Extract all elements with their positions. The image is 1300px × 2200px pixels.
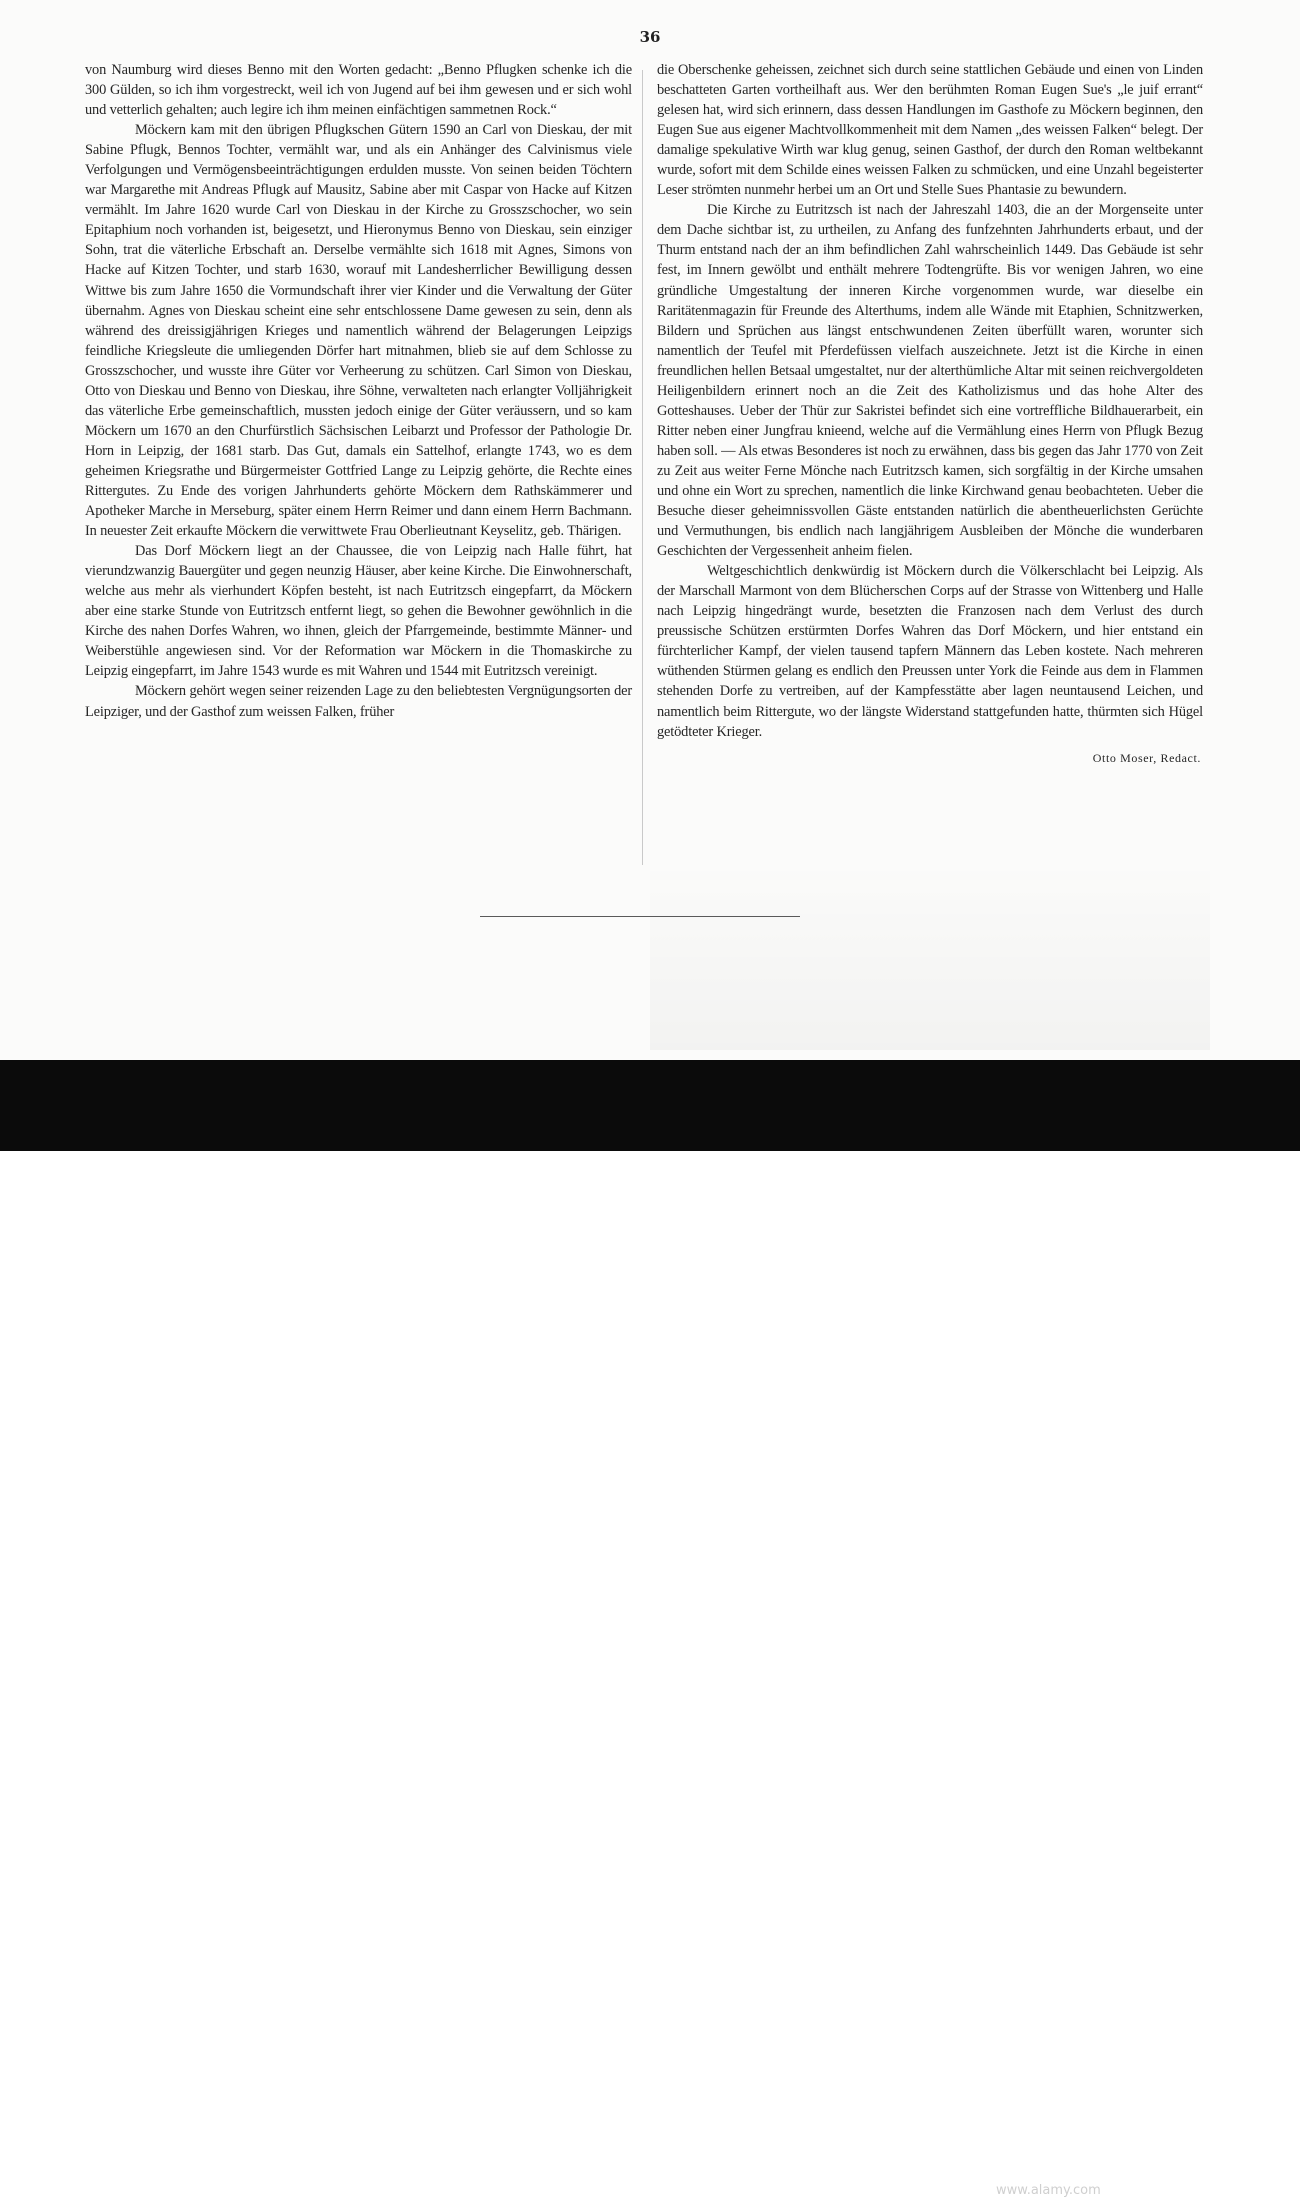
watermark-brand: alamy	[28, 2142, 159, 2188]
document-page	[0, 0, 1300, 1060]
right-column	[657, 60, 1203, 768]
footer-rule	[480, 916, 800, 917]
watermark-bar	[0, 1060, 1300, 2198]
left-column	[85, 60, 632, 722]
column-divider	[642, 70, 643, 865]
paragraph: die Oberschenke geheissen, zeichnet sich durch seine stattlichen Gebäude und einen von Linden beschatteten Garten vortheilhaft aus. Wer den berühmten Roman Eugen Sue's „le juif errant“ gelesen hat, wird sich erinnern, dass dessen Handlungen im Gasthofe zu Möckern beginnen, den Eugen Sue aus eigener Machtvollkommenheit mit dem Namen „des weissen Falken“ belegt. Der damalige spekulative Wirth war klug genug, seinen Gasthof, der durch den Roman weltbekannt wurde, sofort mit dem Schilde eines weissen Falken zu schmücken, und eine Unzahl begeisterter Leser strömten nunmehr herbei um an Ort und Stelle Sues Phantasie zu bewundern.	[657, 62, 1203, 199]
paragraph: Das Dorf Möckern liegt an der Chaussee, die von Leipzig nach Halle führt, hat vierundzwanzig Bauergüter und gegen neunzig Häuser, aber keine Kirche. Die Einwohnerschaft, welche aus mehr als vierhundert Köpfen besteht, ist nach Eutritzsch eingepfarrt, da Möckern aber eine starke Stunde von Eutritzsch entfernt liegt, so gehen die Bewohner gewöhnlich in die Kirche des nahen Dorfes Wahren, wo ihnen, gleich der Pfarrgemeinde, bestimmte Männer- und Weiberstühle angewiesen sind. Vor der Reformation war Möckern in die Thomaskirche zu Leipzig eingepfarrt, im Jahre 1543 wurde es mit Wahren und 1544 mit Eutritzsch vereinigt.	[85, 543, 632, 680]
paragraph: Die Kirche zu Eutritzsch ist nach der Jahreszahl 1403, die an der Morgenseite unter dem Dache sichtbar ist, zu urtheilen, zu Anfang des funfzehnten Jahrhunderts erbaut, und der Thurm entstand nach der an ihm befindlichen Zahl wahrscheinlich 1449. Das Gebäude ist sehr fest, im Innern gewölbt und enthält mehrere Todtengrüfte. Bis vor wenigen Jahren, wo eine gründliche Umgestaltung der inneren Kirche vorgenommen wurde, war dieselbe ein Raritätenmagazin für Freunde des Alterthums, indem alle Wände mit Etaphien, Schnitzwerken, Bildern und Sprüchen aus längst entschwundenen Zeiten überfüllt waren, worunter sich namentlich der Teufel mit Pferdefüssen vielfach auszeichnete. Jetzt ist die Kirche in einen freundlichen hellen Betsaal umgestaltet, nur der alterthümliche Altar mit seinen reichvergoldeten Heiligenbildern erinnert noch an die Zeit des Katholizismus und das hohe Alter des Gotteshauses. Ueber der Thür zur Sakristei befindet sich eine vortreffliche Bildhauerarbeit, ein Ritter neben einer Jungfrau knieend, welche auf die Vermählung eines Herrn von Pflugk Bezug haben soll. — Als etwas Besonderes ist noch zu erwähnen, dass bis gegen das Jahr 1770 von Zeit zu Zeit aus weiter Ferne Mönche nach Eutritzsch kamen, sich sorgfältig in der Kirche umsahen und ohne ein Wort zu sprechen, namentlich die linke Kirchwand genau beobachteten. Ueber die Besuche dieser geheimnissvollen Gäste entstanden natürlich die abentheuerlichsten Gerüchte und Vermuthungen, bis endlich nach langjährigem Ausbleiben der Mönche die wunderbaren Geschichten der Vergessenheit anheim fielen.	[657, 202, 1203, 560]
author-signature: Otto Moser, Redact.	[1092, 750, 1201, 765]
show-through-shading	[650, 860, 1210, 1050]
paragraph: Weltgeschichtlich denkwürdig ist Möckern durch die Völkerschlacht bei Leipzig. Als der Marschall Marmont von dem Blücherschen Corps auf der Strasse von Wittenberg und Halle nach Leipzig hingedrängt wurde, besetzten die Franzosen nach dem Verlust des durch preussische Schützen erstürmten Dorfes Wahren das Dorf Möckern, und hier entstand ein fürchterlicher Kampf, der vielen tausend tapfern Männern das Leben kostete. Nach mehreren wüthenden Stürmen gelang es endlich den Preussen unter York die Feinde aus dem in Flammen stehenden Dorfe zu vertreiben, auf der Kampfesstätte aber lagen neuntausend Leichen, und namentlich beim Rittergute, wo der längste Widerstand stattgefunden hatte, thürmten sich Hügel getödteter Krieger.	[657, 563, 1203, 740]
watermark-logo	[28, 2142, 158, 2188]
watermark-url: www.alamy.com	[996, 2183, 1101, 2198]
paragraph: von Naumburg wird dieses Benno mit den Worten gedacht: „Benno Pflugken schenke ich die 300 Gülden, so ich ihm vorgestreckt, weil ich von Jugend auf bei ihm gewesen und er sich wohl und vetterlich gehalten; auch legire ich ihm meinen einfächtigen sammetnen Rock.“	[85, 62, 632, 119]
paragraph: Möckern kam mit den übrigen Pflugkschen Gütern 1590 an Carl von Dieskau, der mit Sabine Pflugk, Bennos Tochter, vermählt war, und als ein Anhänger des Calvinismus viele Verfolgungen und Vermögensbeeinträchtigungen erdulden musste. Von seinen beiden Töchtern war Margarethe mit Andreas Pflugk auf Mausitz, Sabine aber mit Caspar von Hacke auf Kitzen vermählt. Im Jahre 1620 wurde Carl von Dieskau in der Kirche zu Grosszschocher, wo sein Epitaphium noch vorhanden ist, beigesetzt, und Hieronymus Benno von Dieskau, sein einziger Sohn, trat die väterliche Erbschaft an. Derselbe vermählte sich 1618 mit Agnes, Simons von Hacke auf Kitzen Tochter, und starb 1630, worauf mit Landesherrlicher Bewilligung dessen Wittwe bis zum Jahre 1650 die Vormundschaft ihrer vier Kinder und die Verwaltung der Güter übernahm. Agnes von Dieskau scheint eine sehr entschlossene Dame gewesen zu sein, denn als während des dreissigjährigen Krieges und namentlich während der Belagerungen Leipzigs feindliche Kriegsleute die umliegenden Dörfer hart mitnahmen, blieb sie auf dem Schlosse zu Grosszschocher, und wusste ihre Güter vor Verheerung zu schützen. Carl Simon von Dieskau, Otto von Dieskau und Benno von Dieskau, ihre Söhne, verwalteten nach erlangter Volljährigkeit das väterliche Erbe gemeinschaftlich, mussten jedoch einige der Güter veräussern, und so kam Möckern um 1670 an den Churfürstlich Sächsischen Leibarzt und Professor der Pathologie Dr. Horn in Leipzig, der 1681 starb. Das Gut, damals ein Sattelhof, erlangte 1743, wo es dem geheimen Kriegsrathe und Bürgermeister Gottfried Lange zu Leipzig gehörte, die Rechte eines Rittergutes. Zu Ende des vorigen Jahrhunderts gehörte Möckern dem Rathskämmerer und Apotheker Marche in Merseburg, später einem Herrn Reimer und dann einem Herrn Bachmann. In neuester Zeit erkaufte Möckern die verwittwete Frau Oberlieutnant Keyselitz, geb. Thärigen.	[85, 122, 632, 540]
watermark-image-id: Image ID: 2F472FB	[996, 2153, 1210, 2177]
paragraph: Möckern gehört wegen seiner reizenden Lage zu den beliebtesten Vergnügungsorten der Leipziger, und der Gasthof zum weissen Falken, früher	[85, 683, 632, 720]
page-number: 36	[639, 28, 661, 46]
